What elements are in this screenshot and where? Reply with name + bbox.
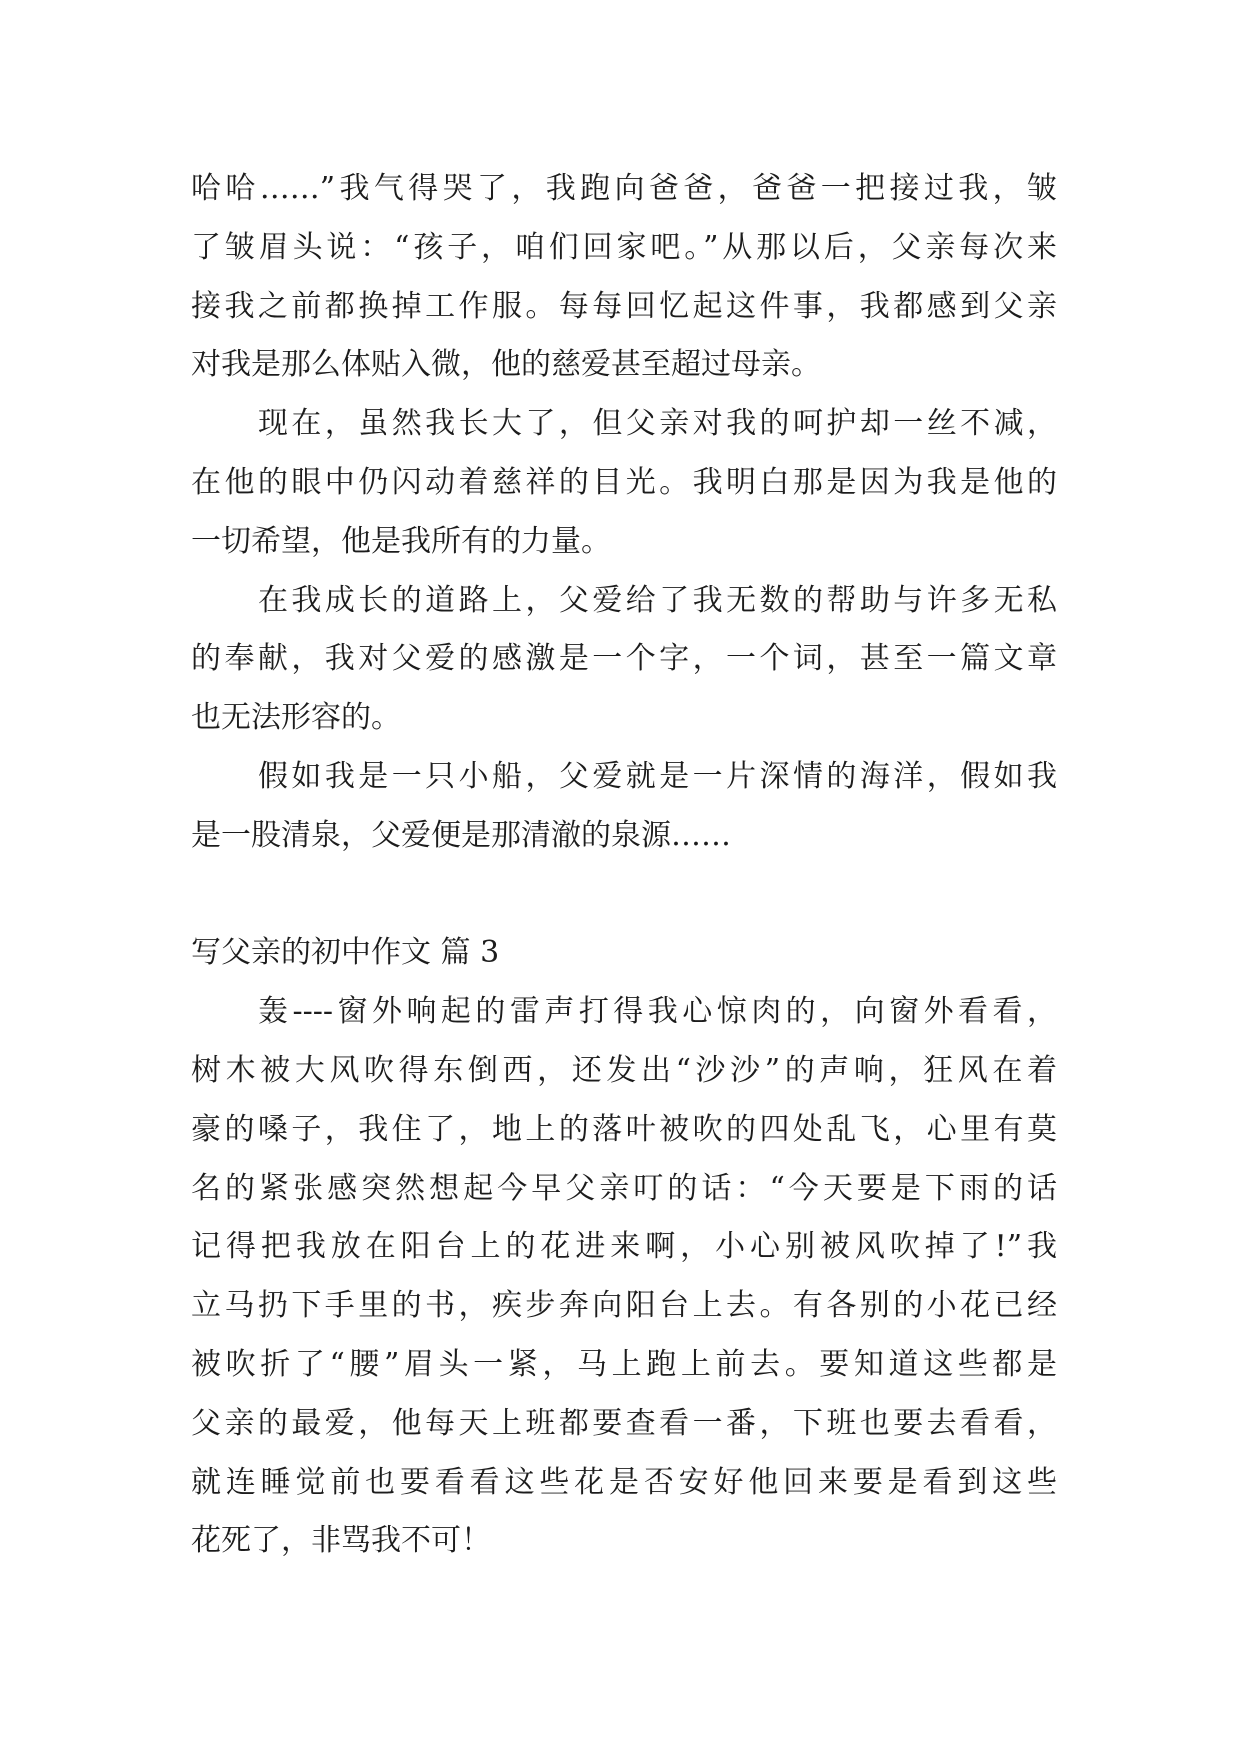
text-line: 记得把我放在阳台上的花进来啊，小心别被风吹掉了!”我 (191, 1229, 1057, 1265)
text-line: 树木被大风吹得东倒西，还发出“沙沙”的声响，狂风在着 (191, 1052, 1057, 1088)
text-line: 就连睡觉前也要看看这些花是否安好他回来要是看到这些 (191, 1464, 1057, 1500)
text-line: 现在，虽然我长大了，但父亲对我的呵护却一丝不减， (258, 406, 1057, 442)
text-line: 接我之前都换掉工作服。每每回忆起这件事，我都感到父亲 (191, 288, 1057, 324)
text-line: 立马扔下手里的书，疾步奔向阳台上去。有各别的小花已经 (191, 1288, 1057, 1324)
text-line: 父亲的最爱，他每天上班都要查看一番，下班也要去看看， (191, 1405, 1057, 1441)
text-line: 轰----窗外响起的雷声打得我心惊肉的，向窗外看看， (258, 994, 1057, 1030)
text-line: 豪的嗓子，我住了，地上的落叶被吹的四处乱飞，心里有莫 (191, 1111, 1057, 1147)
text-line: 一切希望，他是我所有的力量。 (191, 523, 611, 559)
text-line: 在他的眼中仍闪动着慈祥的目光。我明白那是因为我是他的 (191, 464, 1057, 500)
text-line: 的奉献，我对父爱的感激是一个字，一个词，甚至一篇文章 (191, 641, 1057, 677)
text-line: 名的紧张感突然想起今早父亲叮的话：“今天要是下雨的话 (191, 1170, 1057, 1206)
paragraph (191, 160, 1057, 395)
section-heading: 写父亲的初中作文 篇 3 (191, 935, 500, 971)
paragraph (191, 572, 1057, 748)
text-line: 也无法形容的。 (191, 700, 401, 736)
text-line: 假如我是一只小船，父爱就是一片深情的海洋，假如我 (258, 758, 1057, 794)
paragraph (191, 395, 1057, 571)
text-line: 被吹折了“腰”眉头一紧，马上跑上前去。要知道这些都是 (191, 1346, 1057, 1382)
text-line: 花死了，非骂我不可！ (191, 1523, 491, 1559)
paragraph (191, 983, 1057, 1571)
text-line: 了皱眉头说：“孩子，咱们回家吧。”从那以后，父亲每次来 (191, 229, 1057, 265)
document-body (191, 160, 1057, 1571)
text-line: 对我是那么体贴入微，他的慈爱甚至超过母亲。 (191, 347, 821, 383)
paragraph (191, 748, 1057, 866)
text-line: 是一股清泉，父爱便是那清澈的泉源…… (191, 817, 731, 853)
text-line: 在我成长的道路上，父爱给了我无数的帮助与许多无私 (258, 582, 1057, 618)
text-line: 哈哈……”我气得哭了，我跑向爸爸，爸爸一把接过我，皱 (191, 171, 1057, 206)
